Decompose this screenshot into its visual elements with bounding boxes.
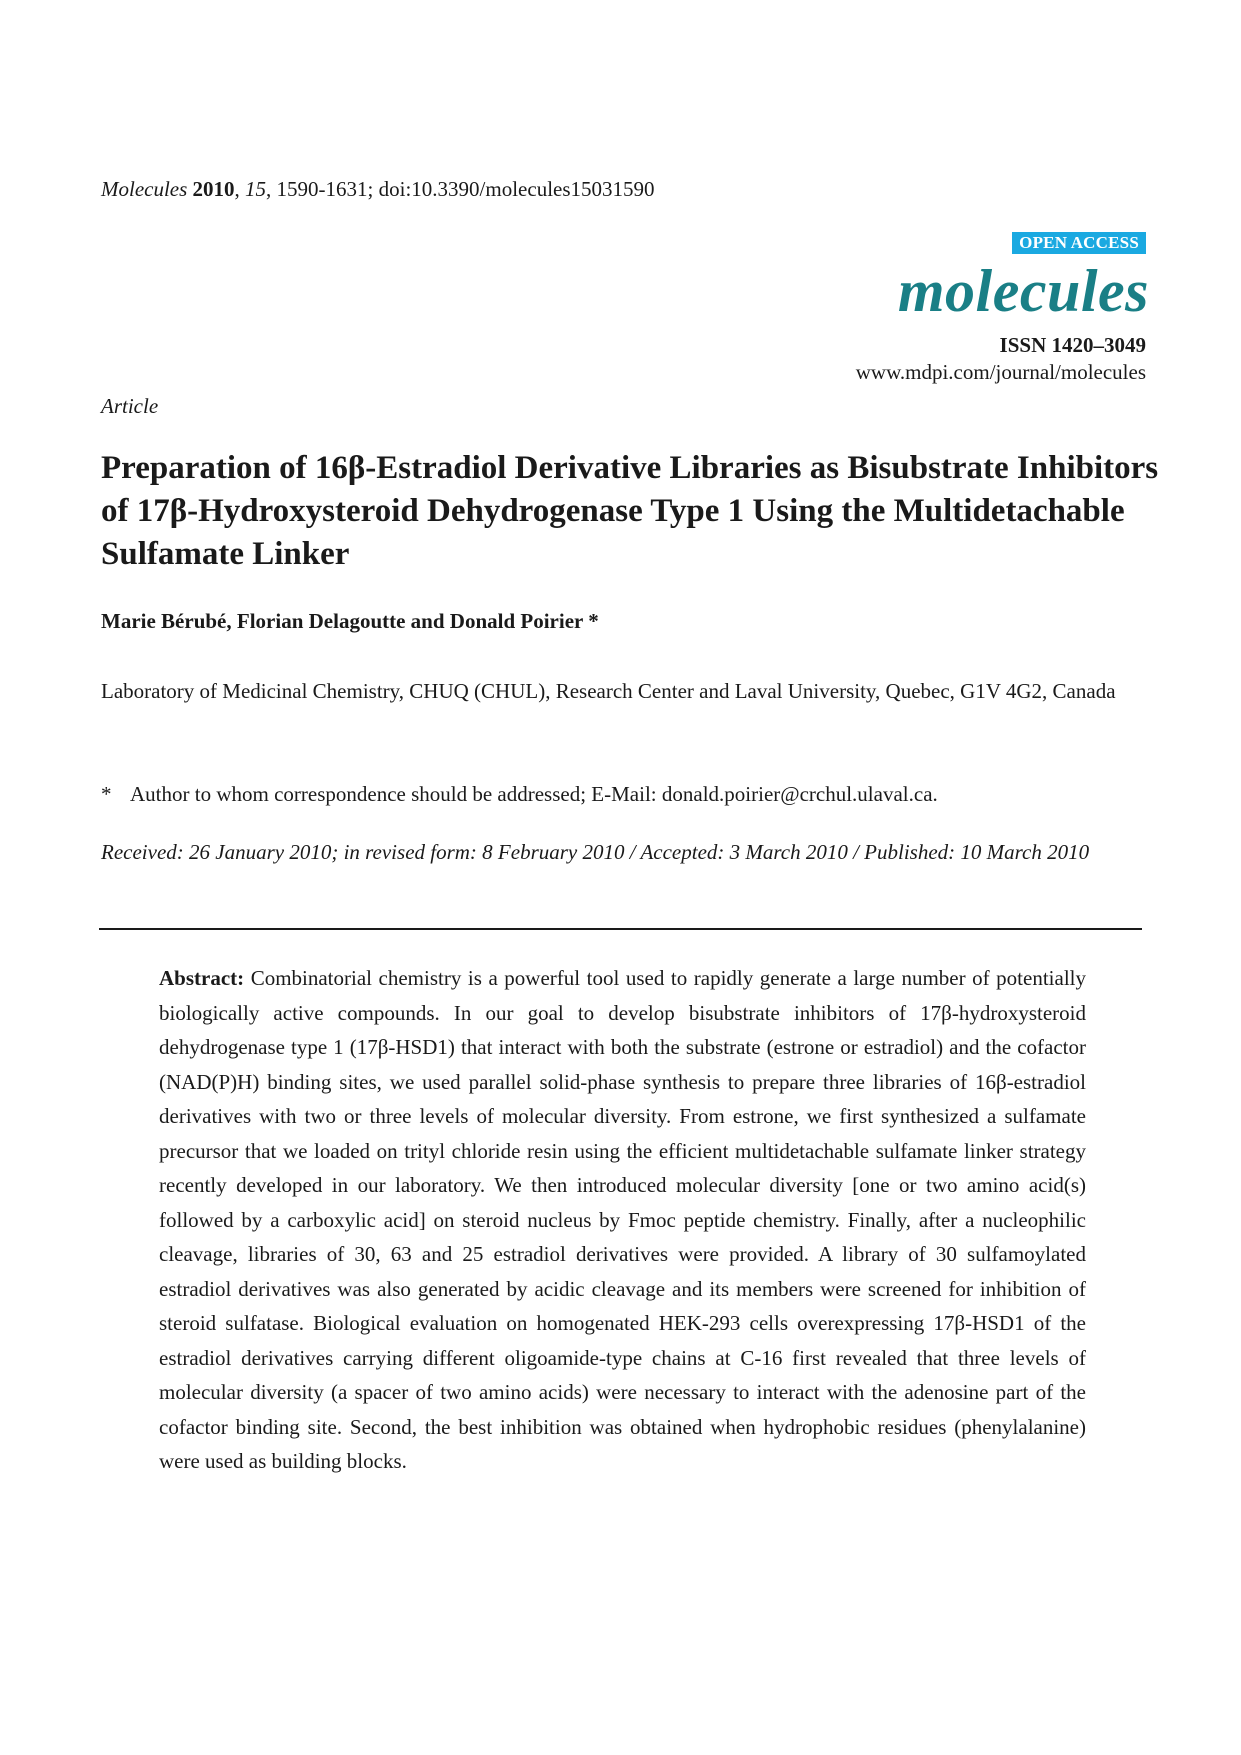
citation-comma: , <box>234 177 246 201</box>
publication-dates: Received: 26 January 2010; in revised form: 8 February 2010 / Accepted: 3 March 2010 / Published: 10 March 2010 <box>101 840 1090 864</box>
abstract-text: Combinatorial chemistry is a powerful tool used to rapidly generate a large number of potentially biologically active compounds. In our goal to develop bisubstrate inhibitors of 17β-hydroxysteroid dehydrogenase type 1 (17β-HSD1) that interact with both the substrate (estrone or estradiol) and the cofactor (NAD(P)H) binding sites, we used parallel solid-phase synthesis to prepare three libraries of 16β-estradiol derivatives with two or three levels of molecular diversity. From estrone, we first synthesized a sulfamate precursor that we loaded on trityl chloride resin using the efficient multidetachable sulfamate linker strategy recently developed in our laboratory. We then introduced molecular diversity [one or two amino acid(s) followed by a carboxylic acid] on steroid nucleus by Fmoc peptide chemistry. Finally, after a nucleophilic cleavage, libraries of 30, 63 and 25 estradiol derivatives were provided. A library of 30 sulfamoylated estradiol derivatives was also generated by acidic cleavage and its members were screened for inhibition of steroid sulfatase. Biological evaluation on homogenated HEK-293 cells overexpressing 17β-HSD1 of the estradiol derivatives carrying different oligoamide-type chains at C-16 first revealed that three levels of molecular diversity (a spacer of two amino acids) were necessary to interact with the adenosine part of the cofactor binding site. Second, the best inhibition was obtained when hydrophobic residues (phenylalanine) were used as building blocks. <box>159 966 1087 1473</box>
article-type: Article <box>101 394 159 418</box>
citation-line <box>101 176 655 202</box>
correspondence-marker: * <box>101 782 112 806</box>
affiliation: Laboratory of Medicinal Chemistry, CHUQ (CHUL), Research Center and Laval University, Quebec, G1V 4G2, Canada <box>101 679 1116 703</box>
abstract <box>159 961 1086 1479</box>
paper-title: Preparation of 16β-Estradiol Derivative Libraries as Bisubstrate Inhibitors of 17β-Hydroxysteroid Dehydrogenase Type 1 Using the Multidetachable Sulfamate Linker <box>101 450 1159 572</box>
issn: ISSN 1420–3049 <box>999 333 1146 357</box>
journal-url[interactable]: www.mdpi.com/journal/molecules <box>855 360 1146 384</box>
abstract-label: Abstract: <box>159 966 245 990</box>
citation-year: 2010 <box>192 177 235 201</box>
open-access-badge: OPEN ACCESS <box>1012 232 1146 254</box>
correspondence-text: Author to whom correspondence should be addressed; E-Mail: donald.poirier@crchul.ulaval.ca. <box>130 782 938 806</box>
section-divider <box>99 928 1142 930</box>
journal-name: Molecules <box>101 177 188 201</box>
journal-logo: molecules <box>897 258 1149 324</box>
citation-pages-doi: , 1590-1631; doi:10.3390/molecules15031590 <box>266 177 655 201</box>
citation-volume: 15 <box>245 177 267 201</box>
author-list: Marie Bérubé, Florian Delagoutte and Donald Poirier * <box>101 609 599 633</box>
correspondence-note <box>101 781 938 807</box>
